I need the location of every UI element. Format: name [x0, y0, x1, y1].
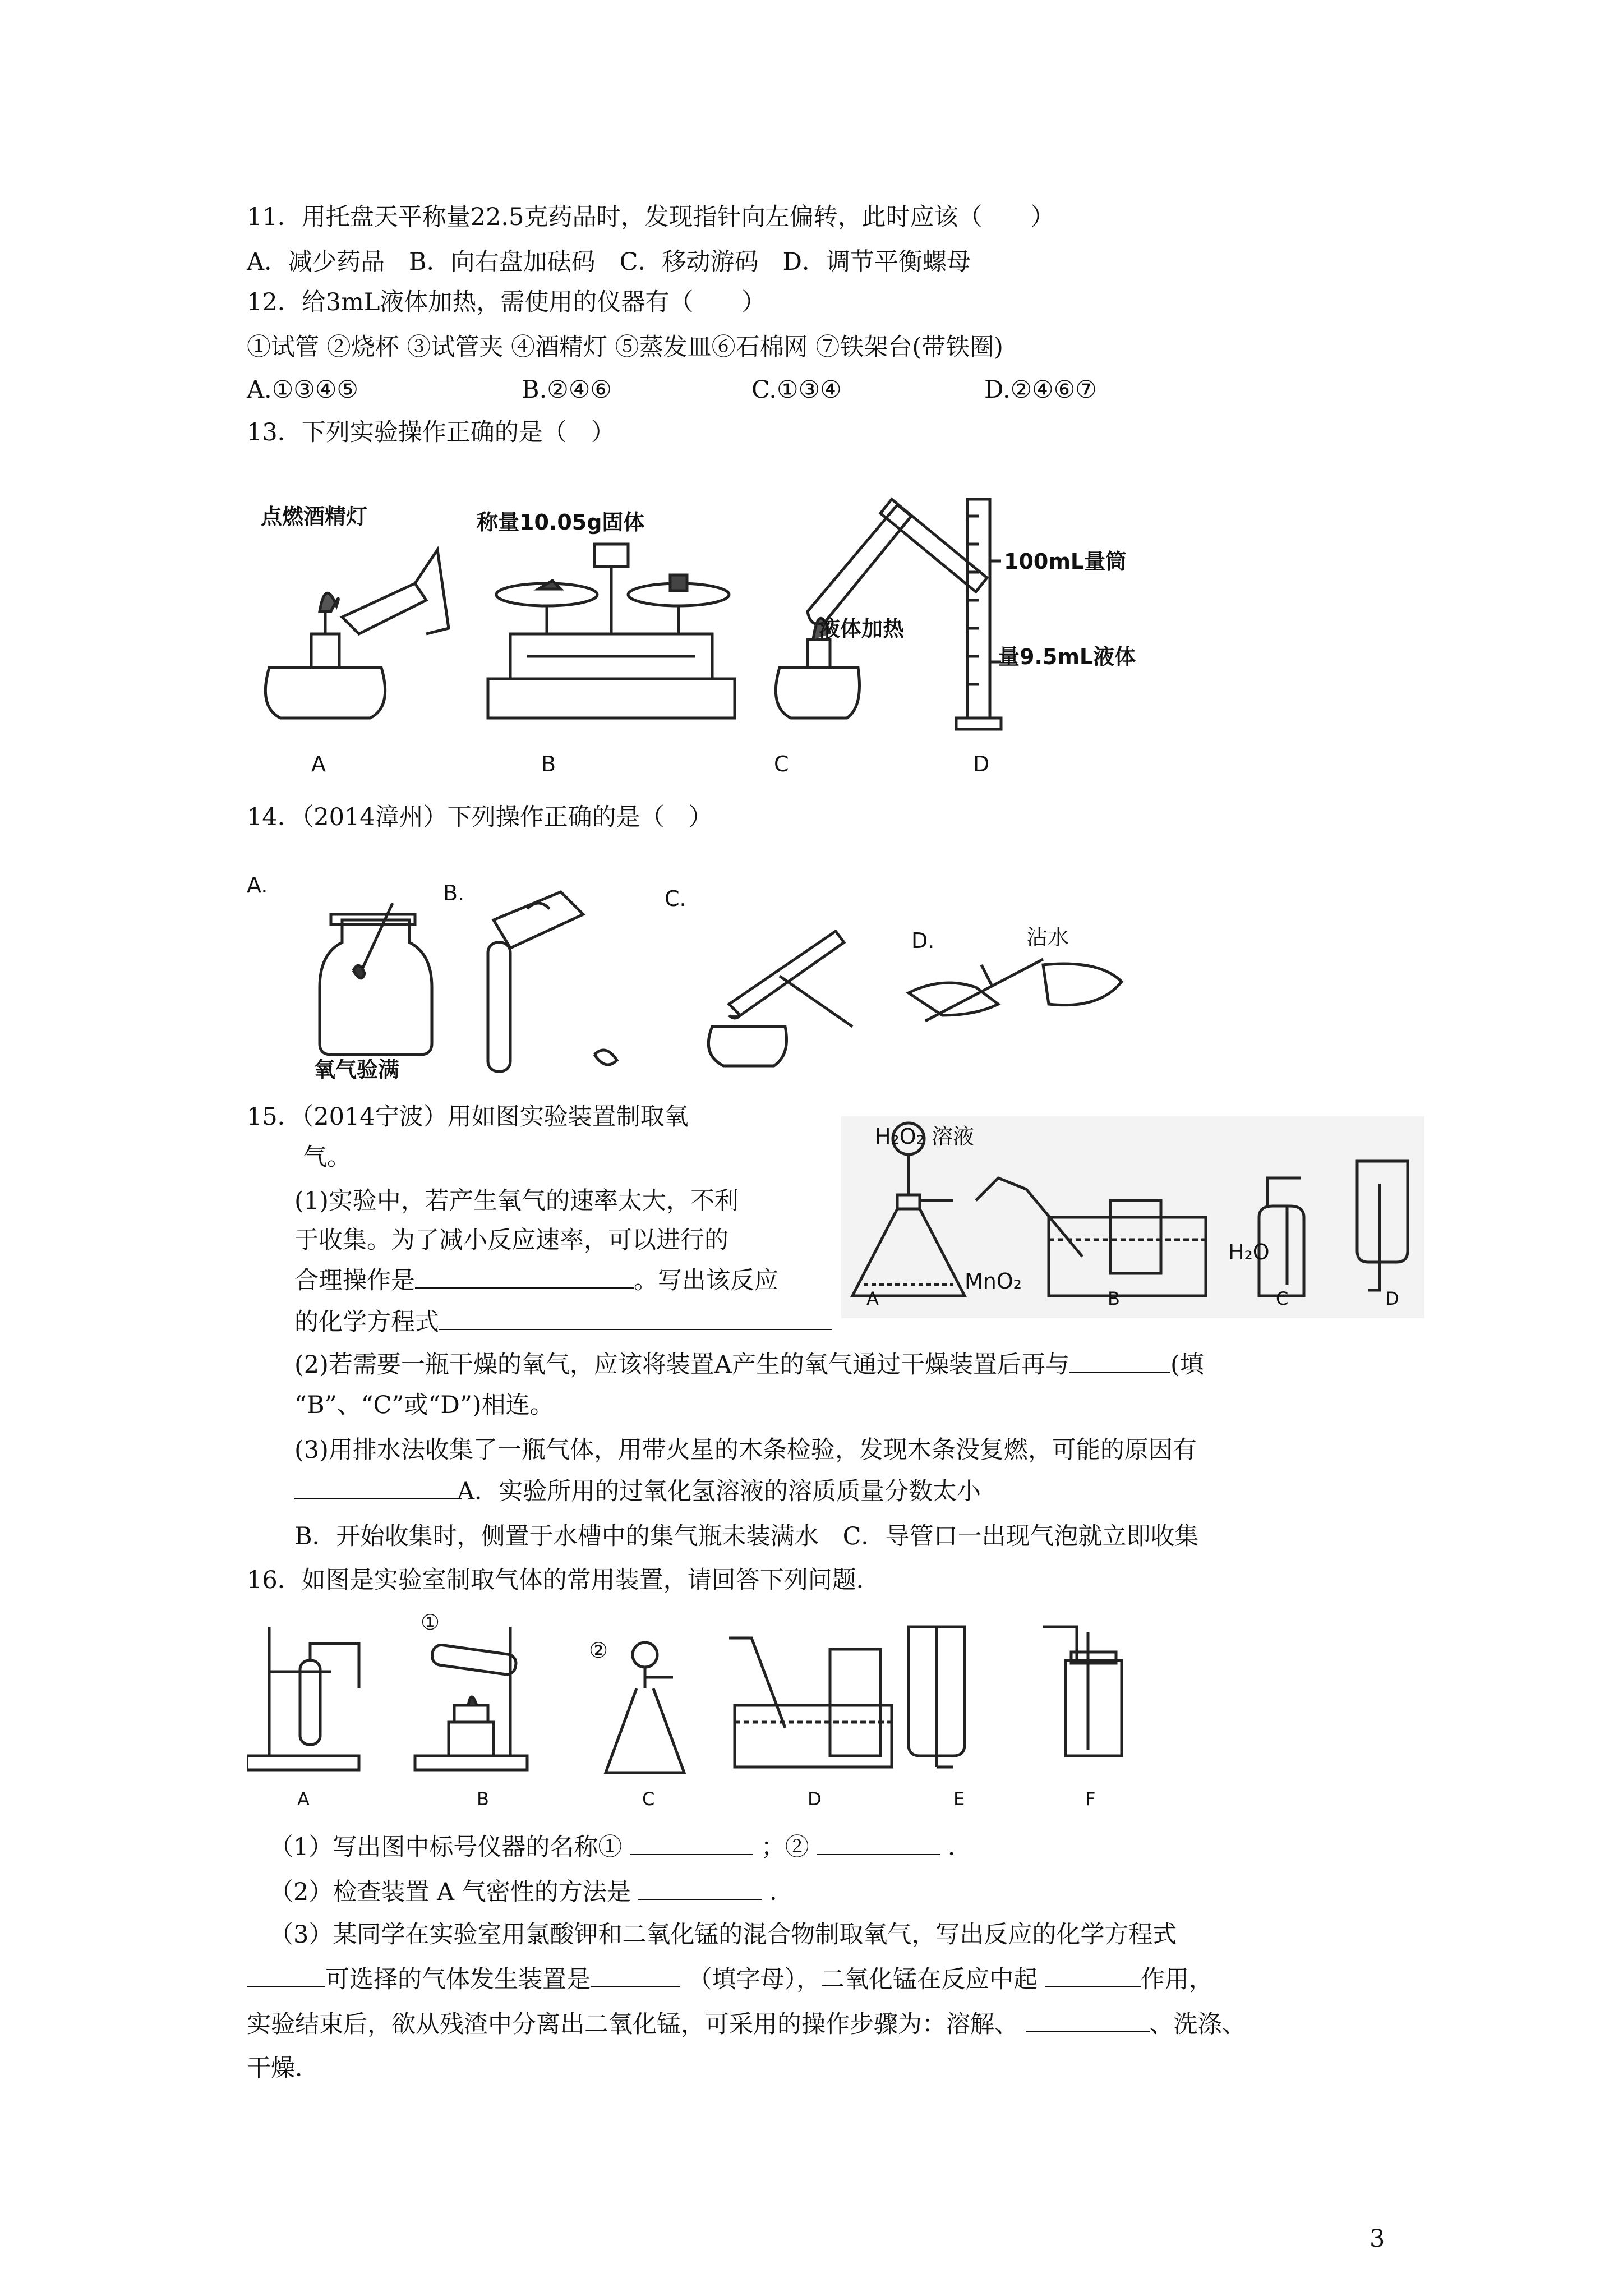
- heating-test-tube-illustration: [708, 931, 852, 1066]
- q16-caption-b: B: [477, 1788, 489, 1810]
- q15-stem-line1: 15．（2014宁波）用如图实验装置制取氧: [247, 1103, 689, 1131]
- q15-stem-line2: 气。: [303, 1143, 351, 1171]
- q16-blank-device[interactable]: [591, 1964, 680, 1987]
- insert-tube-in-stopper-illustration: [909, 959, 1122, 1021]
- q15-blank-operation[interactable]: [415, 1265, 634, 1289]
- q16-blank-2[interactable]: [817, 1832, 940, 1855]
- q15-blank-equation[interactable]: [439, 1306, 832, 1330]
- q14-option-a: A.: [247, 873, 268, 898]
- q13-caption-b: B: [541, 752, 556, 776]
- q16-caption-a: A: [297, 1788, 310, 1810]
- q13-label-b: 称量10.05g固体: [477, 510, 645, 535]
- q14-option-b: B.: [443, 881, 465, 905]
- q11-stem: 11．用托盘天平称量22.5克药品时，发现指针向左偏转，此时应该（ ）: [247, 203, 1055, 231]
- q16-stem: 16．如图是实验室制取气体的常用装置，请回答下列问题．: [247, 1566, 880, 1594]
- q14-label-d: 沾水: [1026, 925, 1069, 950]
- q16-sub1: （1）写出图中标号仪器的名称① ；② ．: [269, 1830, 972, 1865]
- q12-option-c: C.①③④: [751, 376, 842, 404]
- q16-mark-2: ②: [589, 1638, 608, 1663]
- apparatus-d-illustration: [729, 1638, 892, 1767]
- q16-sub3-line4: 干燥．: [247, 2054, 319, 2082]
- q15-fig-caption-b: B: [1108, 1288, 1120, 1309]
- q15-fig-mno2-label: MnO₂: [965, 1269, 1022, 1294]
- q12-stem: 12．给3mL液体加热，需使用的仪器有（ ）: [247, 288, 766, 316]
- balance-illustration: [488, 544, 735, 718]
- q15-part2-line1: (2)若需要一瓶干燥的氧气，应该将装置A产生的氧气通过干燥装置后再与 (填: [294, 1347, 1204, 1382]
- alcohol-lamp-illustration: [265, 550, 449, 718]
- q13-label-d1: 100mL量筒: [1004, 549, 1127, 574]
- q15-fig-caption-c: C: [1276, 1288, 1289, 1309]
- q14-option-d: D.: [911, 928, 935, 953]
- page-number: 3: [1370, 2225, 1385, 2253]
- q15-blank-connect[interactable]: [1069, 1349, 1170, 1373]
- q16-blank-airtight[interactable]: [638, 1876, 762, 1900]
- q13-label-c: 液体加热: [819, 616, 905, 641]
- test-tube-heating-illustration: [776, 499, 987, 718]
- q14-label-a: 氧气验满: [314, 1057, 400, 1082]
- q12-option-a: A.①③④⑤: [247, 376, 358, 404]
- q16-blank-role[interactable]: [1045, 1964, 1141, 1987]
- q16-sub3-line2: 可选择的气体发生装置是 （填字母），二氧化锰在反应中起 作用，: [247, 1962, 1213, 1997]
- q16-caption-f: F: [1085, 1788, 1096, 1810]
- gas-bottle-splint-illustration: [320, 903, 432, 1055]
- apparatus-c-illustration: [606, 1642, 684, 1773]
- apparatus-b-illustration: [415, 1627, 527, 1770]
- q13-label-d2: 量9.5mL液体: [998, 645, 1136, 669]
- graduated-cylinder-illustration: [956, 499, 1001, 729]
- q11-options: A．减少药品 B．向右盘加砝码 C．移动游码 D．调节平衡螺母: [247, 248, 971, 276]
- q15-fig-h2o2-label: H₂O₂ 溶液: [875, 1124, 975, 1149]
- q16-sub3-line3: 实验结束后，欲从残渣中分离出二氧化锰，可采用的操作步骤为：溶解、 、洗涤、: [247, 2007, 1246, 2042]
- q16-sub3-line1: （3）某同学在实验室用氯酸钾和二氧化锰的混合物制取氧气，写出反应的化学方程式: [269, 1921, 1177, 1949]
- q15-part1-line4: 的化学方程式: [294, 1305, 832, 1340]
- q15-blank-reason[interactable]: [294, 1476, 457, 1499]
- q13-caption-d: D: [973, 752, 990, 776]
- q14-stem: 14．（2014漳州）下列操作正确的是（ ）: [247, 803, 713, 831]
- q12-option-b: B.②④⑥: [522, 376, 612, 404]
- apparatus-e-illustration: [909, 1627, 965, 1767]
- q16-blank-equation[interactable]: [247, 1964, 325, 1987]
- q15-fig-h2o-label: H₂O: [1228, 1240, 1270, 1264]
- q16-sub2: （2）检查装置 A 气密性的方法是 ．: [269, 1875, 794, 1910]
- q15-part3-line3: B．开始收集时，侧置于水槽中的集气瓶未装满水 C．导管口一出现气泡就立即收集: [294, 1522, 1199, 1550]
- q13-caption-c: C: [774, 752, 789, 776]
- q16-caption-d: D: [808, 1788, 822, 1810]
- q16-blank-1[interactable]: [630, 1832, 753, 1855]
- q15-fig-caption-a: A: [866, 1288, 879, 1309]
- q15-part2-line2: “B”、“C”或“D”)相连。: [294, 1391, 554, 1419]
- solid-into-test-tube-illustration: [488, 892, 617, 1071]
- q13-stem: 13．下列实验操作正确的是（ ）: [247, 418, 615, 447]
- q16-caption-e: E: [953, 1788, 965, 1810]
- q15-part1-line1: (1)实验中，若产生氧气的速率太大，不利: [294, 1187, 739, 1215]
- q13-caption-a: A: [311, 752, 326, 776]
- q14-option-c: C.: [665, 886, 686, 911]
- q16-figure: [247, 1616, 1424, 1795]
- q16-blank-step[interactable]: [1026, 2009, 1150, 2032]
- q15-part1-line3: 合理操作是 。写出该反应: [294, 1263, 778, 1298]
- q12-option-d: D.②④⑥⑦: [984, 376, 1097, 404]
- q13-figure: [247, 482, 1200, 752]
- q13-label-a: 点燃酒精灯: [261, 504, 368, 529]
- apparatus-f-illustration: [1043, 1627, 1122, 1756]
- q15-part3-line1: (3)用排水法收集了一瓶气体，用带火星的木条检验，发现木条没复燃，可能的原因有: [294, 1436, 1197, 1464]
- q15-fig-caption-d: D: [1385, 1288, 1399, 1309]
- q12-items: ①试管 ②烧杯 ③试管夹 ④酒精灯 ⑤蒸发皿⑥石棉网 ⑦铁架台(带铁圈): [247, 333, 1003, 361]
- apparatus-a-illustration: [247, 1627, 359, 1770]
- q16-caption-c: C: [642, 1788, 655, 1810]
- q15-part3-line2: A．实验所用的过氧化氢溶液的溶质质量分数太小: [294, 1474, 981, 1509]
- q15-part1-line2: 于收集。为了减小反应速率，可以进行的: [294, 1226, 728, 1254]
- q16-mark-1: ①: [421, 1610, 440, 1635]
